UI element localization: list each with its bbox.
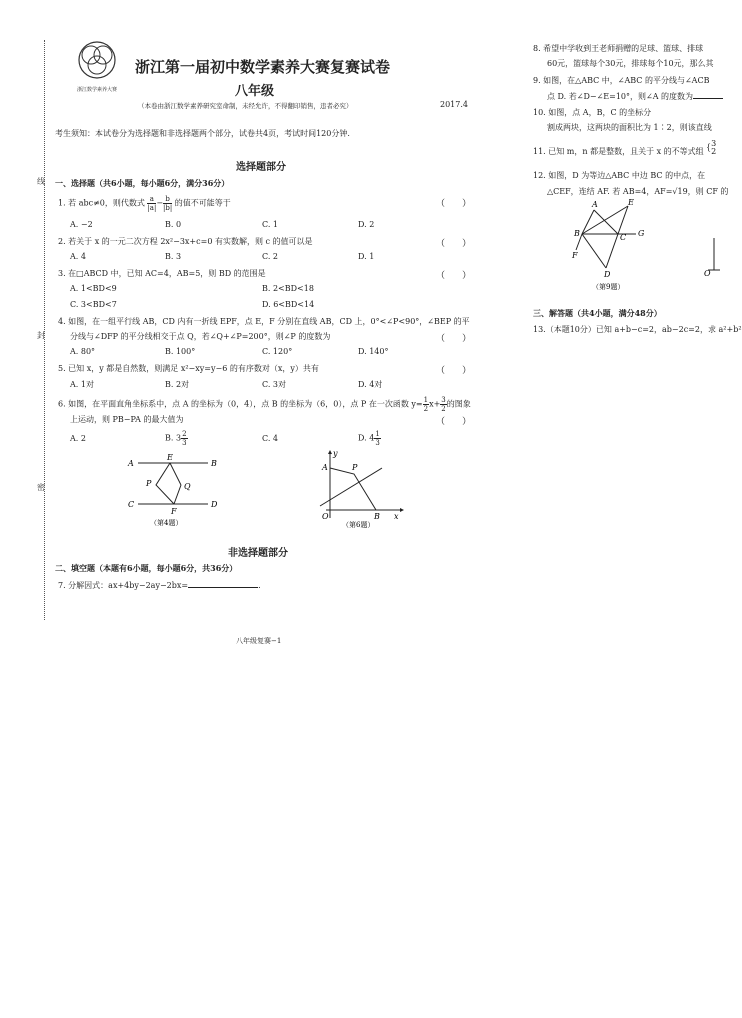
q1-stem: 1. 若 abc≠0，则代数式 $\frac{a}{|a|}$ − $\frac{b}{|b|}$ 的值不可能等于 xyxy=(58,195,231,212)
q10-line1: 10. 如图，点 A，B，C 的坐标分 xyxy=(533,108,652,117)
section-nonchoice-title: 非选择题部分 xyxy=(228,548,288,559)
q6-stem-b: x+ xyxy=(429,399,441,409)
fig9-caption: （第9题） xyxy=(592,283,625,291)
logo-rings-icon xyxy=(72,38,122,82)
q2-option-d: D. 1 xyxy=(358,252,375,261)
q6-stem-c: 的图象 xyxy=(446,399,471,409)
q6-slope-den: 2 xyxy=(423,405,429,413)
section-choice-title: 选择题部分 xyxy=(236,162,286,173)
figure-q10 xyxy=(700,230,720,280)
q7-text: 7. 分解因式：ax+4by−2ay−2bx= xyxy=(58,581,189,590)
q1-option-a: A. −2 xyxy=(70,220,93,229)
figure-q4 xyxy=(120,452,230,530)
q7-answer-blank[interactable] xyxy=(188,579,258,588)
fig6-label-b: B xyxy=(374,512,380,521)
q4-option-c: C. 120° xyxy=(262,347,293,356)
q6-option-b-fraction xyxy=(181,430,187,447)
fig6-label-x: x xyxy=(394,512,399,521)
q1-f1-den: |a| xyxy=(147,204,157,212)
q3-option-a: A. 1<BD<9 xyxy=(70,284,117,293)
fig4-label-c: C xyxy=(128,500,135,509)
q10-line2: 割成两块，这两块的面积比为 1∶2，则该直线 xyxy=(547,123,712,132)
fig4-label-f: F xyxy=(171,507,177,516)
fig6-label-o: O xyxy=(322,512,329,521)
exam-notice: 考生须知：本试卷分为选择题和非选择题两个部分，试卷共4页，考试时间120分钟. xyxy=(55,129,350,138)
fig4-label-e: E xyxy=(167,453,173,462)
q6-option-b-text: B. 3 xyxy=(165,433,182,443)
fig9-label-e: E xyxy=(628,198,634,207)
q6-b-den: 3 xyxy=(182,439,187,447)
q5-option-a: A. 1对 xyxy=(70,380,94,389)
q6-stem-a: 6. 如图，在平面直角坐标系中，点 A 的坐标为（0，4），点 B 的坐标为（6，0），点 P 在一次函数 y= xyxy=(58,399,423,409)
q1-f2-den: |b| xyxy=(163,204,173,212)
fig9-label-f: F xyxy=(572,251,578,260)
fig10-label-o: O xyxy=(704,269,711,278)
q2-option-c: C. 2 xyxy=(262,252,279,261)
q4-answer-paren: （ ） xyxy=(436,334,472,344)
part2-heading: 二、填空题（本题有6小题，每小题6分，共36分） xyxy=(55,563,238,573)
q6-option-d-fraction xyxy=(374,430,380,447)
q1-option-d: D. 2 xyxy=(358,220,375,229)
q6-stem-line1 xyxy=(58,396,471,413)
q9-answer-blank[interactable] xyxy=(693,90,723,99)
q6-stem-line2: 上运动，则 PB−PA 的最大值为 xyxy=(70,415,184,424)
q11-line: 11. 已知 m，n 都是整数，且关于 x 的不等式组 xyxy=(533,147,704,156)
q1-answer-paren: （ ） xyxy=(436,199,472,209)
q6-answer-paren: （ ） xyxy=(436,417,472,427)
figure-q9 xyxy=(560,198,660,294)
q11-system-brace: {3 2 xyxy=(706,139,717,156)
fig4-label-p: P xyxy=(146,479,152,488)
q6-slope-num: 1 xyxy=(423,396,429,404)
binding-char-line: 线 xyxy=(37,177,45,186)
fig6-label-a: A xyxy=(322,463,328,472)
q8-line2: 60元，篮球每个30元，排球每个10元，那么其 xyxy=(547,59,714,68)
q6-option-a: A. 2 xyxy=(70,434,86,443)
page-footer: 八年级复赛−1 xyxy=(236,637,282,645)
q6-intercept-den: 2 xyxy=(441,405,446,413)
q2-option-a: A. 4 xyxy=(70,252,86,261)
q4-stem-line1: 4. 如图，在一组平行线 AB，CD 内有一折线 EPF，点 E，F 分别在直线 AB，CD 上，0°<∠P<90°，∠BEP 的平 xyxy=(58,317,470,326)
fig4-caption: （第4题） xyxy=(150,519,183,527)
q6-intercept-num: 3 xyxy=(441,396,446,404)
q1-stem-a: 1. 若 abc≠0，则代数式 xyxy=(58,198,145,208)
q2-stem: 2. 若关于 x 的一元二次方程 2x²−3x+c=0 有实数解，则 c 的值可以是 xyxy=(58,237,313,246)
binding-char-secret: 密 xyxy=(37,483,45,492)
q4-option-d: D. 140° xyxy=(358,347,389,356)
q12-line1: 12. 如图，D 为等边△ABC 中边 BC 的中点，在 xyxy=(533,171,706,180)
q11-system-row1: 3 xyxy=(711,139,717,148)
q6-b-num: 2 xyxy=(182,430,187,438)
exam-date: 2017.4 xyxy=(440,100,468,109)
q3-option-b: B. 2<BD<18 xyxy=(262,284,314,293)
q1-f2-num: b xyxy=(163,195,172,204)
fig9-label-b: B xyxy=(574,229,580,238)
q6-option-c: C. 4 xyxy=(262,434,279,443)
q8-line1: 8. 希望中学收到王老师捐赠的足球、篮球、排球 xyxy=(533,44,704,53)
fig9-label-g: G xyxy=(638,229,645,238)
q3-option-d: D. 6<BD<14 xyxy=(262,300,315,309)
q1-fraction-2 xyxy=(163,195,172,212)
q11-system-row2: 2 xyxy=(711,147,717,156)
page-title: 浙江第一届初中数学素养大赛复赛试卷 xyxy=(135,58,391,76)
q6-d-den: 3 xyxy=(375,439,380,447)
fig4-label-b: B xyxy=(211,459,217,468)
fig9-label-a: A xyxy=(592,200,598,209)
q1-option-b: B. 0 xyxy=(165,220,182,229)
q3-stem: 3. 在□ABCD 中，已知 AC=4，AB=5，则 BD 的范围是 xyxy=(58,269,266,278)
q2-answer-paren: （ ） xyxy=(436,239,472,249)
q1-fraction-1 xyxy=(147,195,156,212)
q3-answer-paren: （ ） xyxy=(436,271,472,281)
part3-heading: 三、解答题（共4小题，满分48分） xyxy=(533,308,662,318)
q1-f1-num: a xyxy=(147,195,156,204)
q3-option-c: C. 3<BD<7 xyxy=(70,300,117,309)
fig6-label-p: P xyxy=(352,463,358,472)
q9-line1: 9. 如图，在△ABC 中，∠ABC 的平分线与∠ACB xyxy=(533,76,710,85)
q5-option-b: B. 2对 xyxy=(165,380,190,389)
q5-option-c: C. 3对 xyxy=(262,380,287,389)
fig6-caption: （第6题） xyxy=(342,521,375,529)
grade-title: 八年级 xyxy=(235,84,275,99)
binding-char-seal: 封 xyxy=(37,331,45,340)
figure-q6 xyxy=(312,448,408,530)
q9-line2 xyxy=(547,90,723,102)
logo-caption: 浙江数学素养大赛 xyxy=(76,87,117,93)
contest-logo xyxy=(72,38,122,93)
q5-answer-paren: （ ） xyxy=(436,366,472,376)
q2-option-b: B. 3 xyxy=(165,252,182,261)
q9-text: 点 D. 若∠D−∠E=10°，则∠A 的度数为 xyxy=(547,92,694,101)
q1-stem-b: 的值不可能等于 xyxy=(174,198,231,208)
blank-area xyxy=(0,672,720,1018)
part1-heading: 一、选择题（共6小题，每小题6分，满分36分） xyxy=(55,178,230,188)
q6-d-num: 1 xyxy=(375,430,380,438)
fig4-label-d: D xyxy=(211,500,218,509)
fig4-label-a: A xyxy=(128,459,134,468)
copyright-note: （本卷由浙江数学素养研究室命制，未经允许，不得翻印销售，违者必究） xyxy=(138,102,353,110)
fig9-label-d: D xyxy=(604,270,611,279)
q4-option-b: B. 100° xyxy=(165,347,196,356)
q4-option-a: A. 80° xyxy=(70,347,96,356)
q1-option-c: C. 1 xyxy=(262,220,279,229)
q6-option-d xyxy=(358,430,381,447)
q6-option-d-text: D. 4 xyxy=(358,433,375,443)
fig9-label-c: C xyxy=(620,233,627,242)
q4-stem-line2: 分线与∠DFP 的平分线相交于点 Q，若∠Q+∠P=200°，则∠P 的度数为 xyxy=(70,332,331,341)
q5-stem: 5. 已知 x，y 都是自然数，则满足 x²−xy=y−6 的有序数对（x，y）共有 xyxy=(58,364,319,373)
q12-line2: △CEF，连结 AF. 若 AB=4，AF=√19，则 CF 的 xyxy=(547,187,729,196)
fig6-label-y: y xyxy=(333,449,338,458)
q7-stem: 7. 分解因式：ax+4by−2ay−2bx= . xyxy=(58,581,261,590)
fig4-label-q: Q xyxy=(184,482,191,491)
q6-option-b xyxy=(165,430,188,447)
q13-stem: 13.（本题10分）已知 a+b−c=2，ab−2c=2，求 a²+b² xyxy=(533,325,742,334)
q5-option-d: D. 4对 xyxy=(358,380,383,389)
